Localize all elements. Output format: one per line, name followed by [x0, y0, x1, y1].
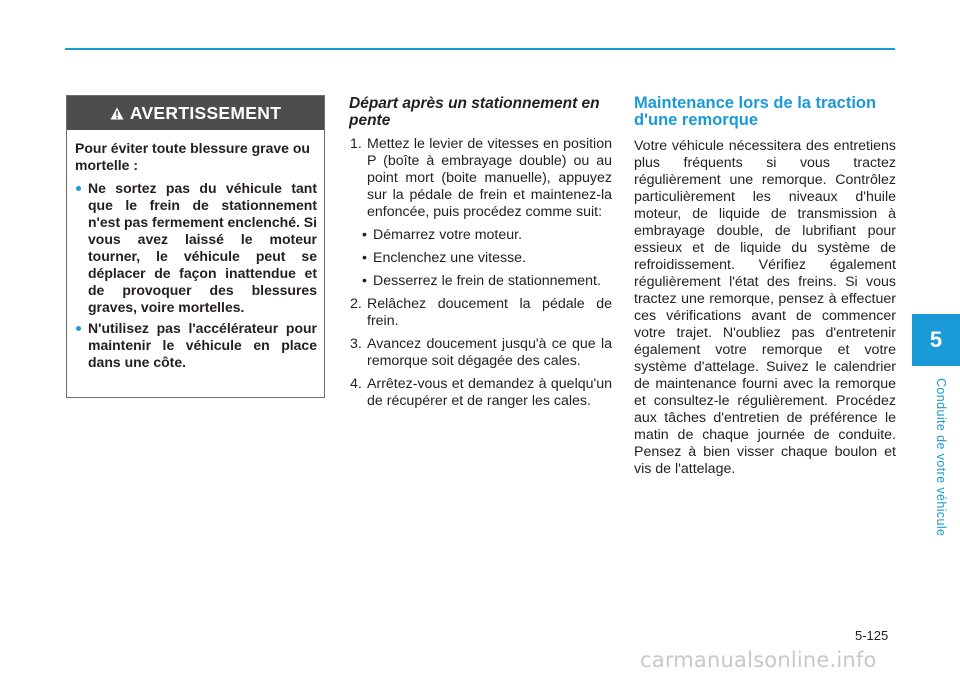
substep-item — [349, 273, 612, 290]
step-number: 1. — [350, 136, 362, 152]
page-number: 5-125 — [855, 628, 889, 643]
step-text: Relâchez doucement la pédale de frein. — [367, 296, 612, 329]
watermark: carmanualsonline.info — [640, 648, 877, 672]
chapter-number-tab: 5 — [912, 314, 960, 366]
maintenance-section — [634, 95, 896, 478]
step-item — [349, 376, 612, 410]
chapter-title: Conduite de votre véhicule — [934, 378, 948, 537]
hill-start-section — [349, 95, 612, 416]
step-text: Avancez doucement jusqu'à ce que la remorque soit dégagée des cales. — [367, 336, 612, 369]
section-heading: Maintenance lors de la traction d'une remorque — [634, 94, 877, 129]
substep-item — [349, 250, 612, 267]
bullet: • — [362, 227, 367, 243]
substeps-list — [349, 227, 612, 290]
substep-text: Démarrez votre moteur. — [373, 227, 523, 243]
substep-item — [349, 227, 612, 244]
bullet: • — [362, 250, 367, 266]
step-item — [349, 296, 612, 330]
warning-item: N'utilisez pas l'accélérateur pour maintenir le véhicule en place dans une côte. — [75, 320, 317, 371]
warning-intro: Pour éviter toute blessure grave ou mortelle : — [75, 140, 310, 173]
warning-triangle-icon — [110, 107, 124, 120]
warning-box — [66, 95, 325, 398]
header-rule — [65, 48, 895, 50]
bullet: • — [362, 273, 367, 289]
step-number: 3. — [350, 336, 362, 352]
substep-text: Enclenchez une vitesse. — [373, 250, 527, 266]
maintenance-paragraph: Votre véhicule nécessitera des entretiens plus fréquents si vous tractez régulièrement une remorque. Contrôlez particulièrement les niveaux d'huile moteur, de liquide de transmission à embrayage double, de lubrifiant pour essieux et de liquide du système de refroidissement. Vérifiez également régulièrement l'état des freins. Si vous tractez une remorque, pensez à effectuer ces vérifications avant de commencer votre trajet. N'oubliez pas d'entretenir également votre remorque et votre système d'attelage. Suivez le calendrier de maintenance fourni avec la remorque et consultez-le régulièrement. Procédez aux tâches d'entretien de préférence le matin de chaque journée de conduite. Pensez à bien visser chaque boulon et vis de l'attelage. — [634, 138, 896, 477]
warning-title: AVERTISSEMENT — [129, 102, 282, 123]
step-number: 2. — [350, 296, 362, 312]
steps-list — [349, 296, 612, 410]
warning-header — [67, 96, 324, 130]
step-text: Arrêtez-vous et demandez à quelqu'un de récupérer et de ranger les cales. — [367, 376, 612, 409]
section-heading: Départ après un stationnement en pente — [349, 95, 600, 129]
warning-list — [75, 180, 317, 371]
step-text: Mettez le levier de vitesses en position P (boîte à embrayage double) ou au point mort (boite manuelle), appuyez sur la pédale de frein et maintenez-la enfoncée, puis procédez comme suit: — [367, 136, 612, 220]
steps-list — [349, 136, 612, 221]
warning-body — [67, 130, 324, 371]
step-number: 4. — [350, 376, 362, 392]
warning-item: Ne sortez pas du véhicule tant que le frein de stationnement n'est pas fermement enclenché. Si vous avez laissé le moteur tourner, le véhicule peut se déplacer de façon inattendue et de provoquer des blessures graves, voire mortelles. — [75, 180, 317, 316]
substep-text: Desserrez le frein de stationnement. — [373, 273, 601, 289]
step-item — [349, 136, 612, 221]
step-item — [349, 336, 612, 370]
